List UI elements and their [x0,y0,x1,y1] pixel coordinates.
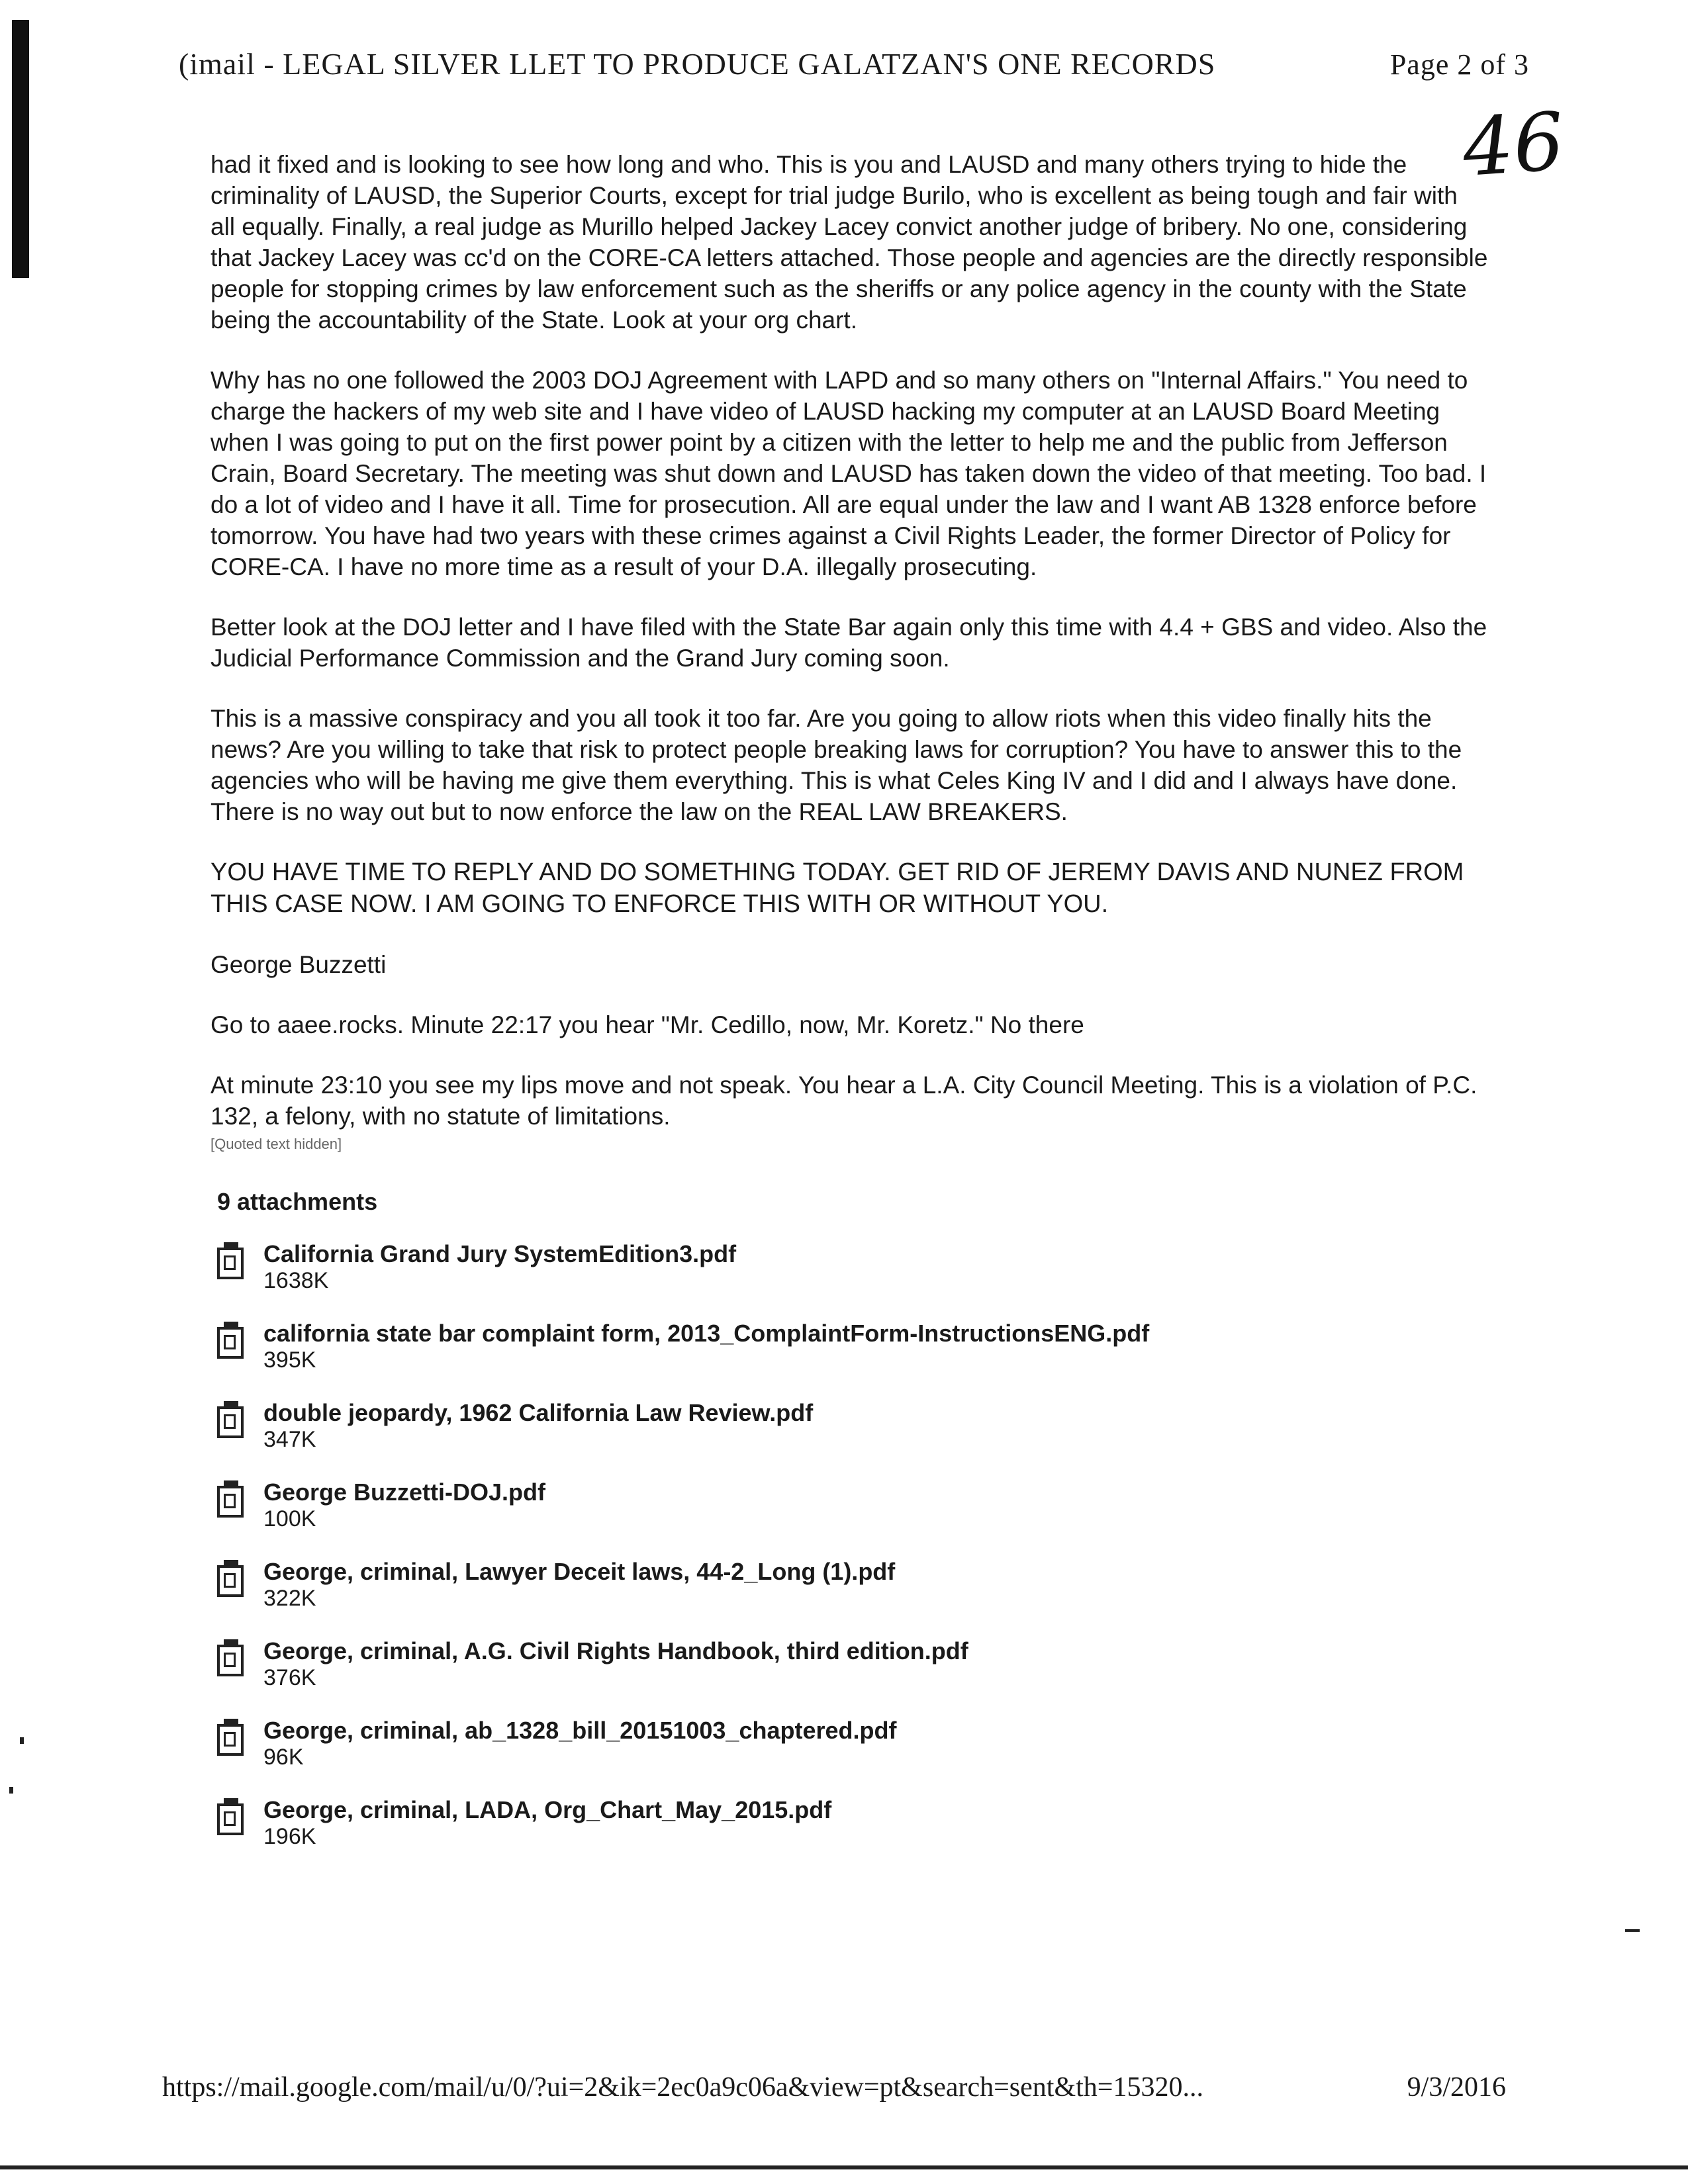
attachment-size: 196K [263,1824,316,1849]
attachment-name[interactable]: double jeopardy, 1962 California Law Review.pdf [263,1399,814,1426]
email-subject: (imail - LEGAL SILVER LLET TO PRODUCE GALATZAN'S ONE RECORDS [179,47,1216,81]
quoted-text-toggle[interactable]: [Quoted text hidden] [211,1136,342,1152]
attachment-icon [217,1803,244,1835]
attachment-list [211,1241,1488,1850]
scan-bottom-edge [0,2165,1688,2169]
attachment-name[interactable]: George, criminal, ab_1328_bill_20151003_chaptered.pdf [263,1717,897,1744]
paragraph: Go to aaee.rocks. Minute 22:17 you hear "Mr. Cedillo, now, Mr. Koretz." No there [211,1011,1084,1038]
attachment-name[interactable]: George, criminal, LADA, Org_Chart_May_2015.pdf [263,1796,832,1823]
attachment-item[interactable] [217,1400,1488,1453]
attachment-name[interactable]: California Grand Jury SystemEdition3.pdf [263,1240,737,1267]
attachment-size: 100K [263,1506,316,1531]
attachment-icon [217,1327,244,1359]
attachment-size: 1638K [263,1268,329,1293]
paragraph: had it fixed and is looking to see how long and who. This is you and LAUSD and many others trying to hide the criminality of LAUSD, the Superior Courts, except for trial judge Burilo, who is excellent as being tough and fair with all equally. Finally, a real judge as Murillo helped Jackey Lacey convict another judge of bribery. No one, considering that Jackey Lacey was cc'd on the CORE-CA letters attached. Those people and agencies are the directly responsible people for stopping crimes by law enforcement such as the sheriffs or any police agency in the county with the State being the accountability of the State. Look at your org chart. [211,151,1488,334]
attachment-item[interactable] [217,1320,1488,1373]
attachment-icon [217,1565,244,1597]
paragraph: Better look at the DOJ letter and I have filed with the State Bar again only this time with 4.4 + GBS and video. Also the Judicial Performance Commission and the Grand Jury coming soon. [211,614,1487,672]
attachment-size: 347K [263,1427,316,1452]
attachment-size: 96K [263,1745,304,1770]
attachment-item[interactable] [217,1479,1488,1532]
attachment-item[interactable] [217,1797,1488,1850]
attachment-name[interactable]: George, criminal, Lawyer Deceit laws, 44-2_Long (1).pdf [263,1558,896,1585]
signature: George Buzzetti [211,951,387,978]
handwritten-page-number: 46 [1460,95,1568,195]
print-header [179,46,1529,93]
attachment-item[interactable] [217,1241,1488,1294]
attachment-size: 376K [263,1665,316,1690]
attachment-item[interactable] [217,1559,1488,1612]
paragraph: This is a massive conspiracy and you all took it too far. Are you going to allow riots when this video finally hits the news? Are you willing to take that risk to protect people breaking laws for corruption? You have to answer this to the agencies who will be having me give them everything. This is what Celes King IV and I did and I always have done. There is no way out but to now enforce the law on the REAL LAW BREAKERS. [211,705,1462,825]
scan-speck [1625,1929,1640,1932]
paragraph: At minute 23:10 you see my lips move and not speak. You hear a L.A. City Council Meeting. This is a violation of P.C. 132, a felony, with no statute of limitations. [211,1071,1477,1130]
print-footer [162,2071,1506,2103]
page-url: https://mail.google.com/mail/u/0/?ui=2&ik=2ec0a9c06a&view=pt&search=sent&th=15320... [162,2072,1203,2103]
paragraph: YOU HAVE TIME TO REPLY AND DO SOMETHING TODAY. GET RID OF JEREMY DAVIS AND NUNEZ FROM THIS CASE NOW. I AM GOING TO ENFORCE THIS WITH OR WITHOUT YOU. [211,858,1464,918]
attachment-icon [217,1645,244,1676]
attachments-heading: 9 attachments [217,1188,378,1215]
attachment-item[interactable] [217,1717,1488,1770]
scan-edge-mark-tail [12,218,29,278]
scan-speck [20,1737,24,1744]
print-date: 9/3/2016 [1407,2072,1506,2103]
attachment-size: 395K [263,1347,316,1373]
attachment-icon [217,1248,244,1279]
attachment-name[interactable]: George, criminal, A.G. Civil Rights Handbook, third edition.pdf [263,1637,968,1664]
paragraph: Why has no one followed the 2003 DOJ Agreement with LAPD and so many others on "Internal Affairs." You need to charge the hackers of my web site and I have video of LAUSD hacking my computer at an LAUSD Board Meeting when I was going to put on the first power point by a citizen with the letter to help me and the public from Jefferson Crain, Board Secretary. The meeting was shut down and LAUSD has taken down the video of that meeting. Too bad. I do a lot of video and I have it all. Time for prosecution. All are equal under the law and I want AB 1328 enforce before tomorrow. You have had two years with these crimes against a Civil Rights Leader, the former Director of Policy for CORE-CA. I have no more time as a result of your D.A. illegally prosecuting. [211,367,1487,580]
attachment-icon [217,1406,244,1438]
email-body [211,149,1488,1876]
scan-speck [9,1787,13,1794]
attachment-name[interactable]: George Buzzetti-DOJ.pdf [263,1479,546,1506]
attachment-item[interactable] [217,1638,1488,1691]
attachment-size: 322K [263,1586,316,1611]
attachment-icon [217,1724,244,1756]
attachment-name[interactable]: california state bar complaint form, 2013_ComplaintForm-InstructionsENG.pdf [263,1320,1150,1347]
attachment-icon [217,1486,244,1518]
page-number: Page 2 of 3 [1389,48,1529,81]
